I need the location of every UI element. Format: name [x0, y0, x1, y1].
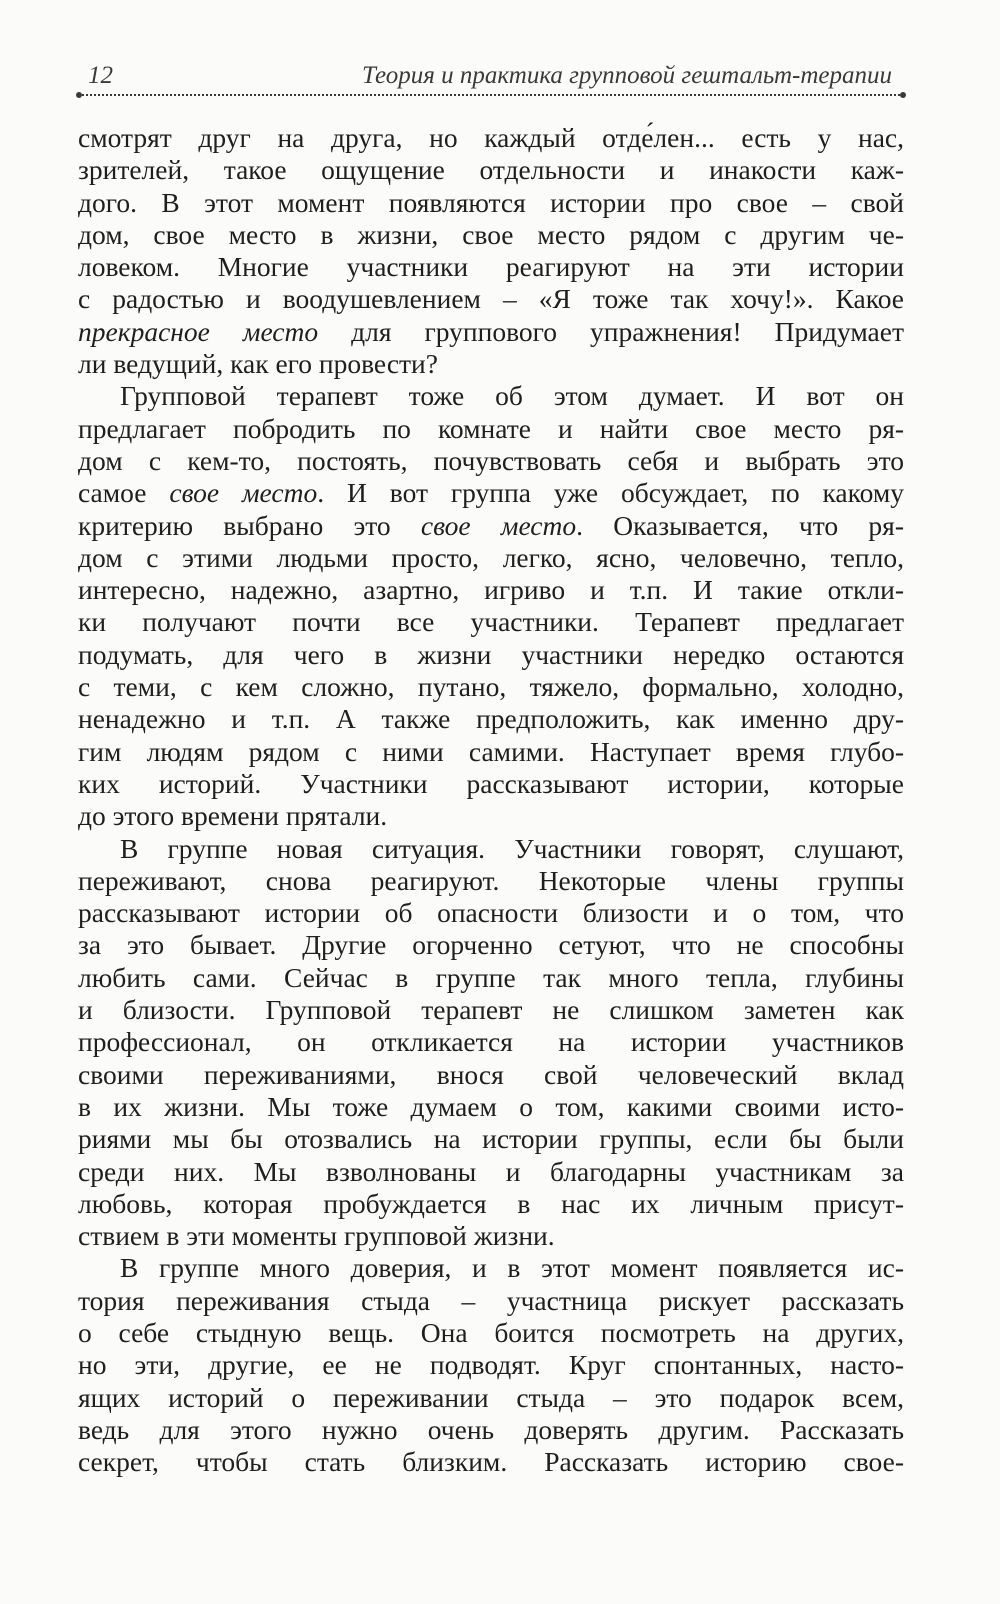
text-run: ящих историй о переживании стыда – это подарок всем, [78, 1381, 904, 1413]
book-page [78, 50, 904, 1478]
text-line [78, 1123, 904, 1155]
text-run: в их жизни. Мы тоже думаем о том, какими своими исто- [78, 1090, 904, 1122]
text-run: риями мы бы отозвались на истории группы, если бы были [78, 1123, 904, 1155]
text-run: любить сами. Сейчас в группе так много тепла, глубины [78, 961, 904, 993]
running-title: Теория и практика групповой гештальт-терапии [362, 62, 892, 89]
text-run: ствием в эти моменты групповой жизни. [78, 1220, 555, 1252]
text-run: дом, свое место в жизни, свое место рядом с другим че- [78, 218, 904, 250]
text-line [78, 703, 904, 735]
text-run: с радостью и воодушевлением – «Я тоже так хочу!». Какое [78, 283, 904, 315]
text-run: ких историй. Участники рассказывают истории, которые [78, 767, 904, 799]
italic-phrase: свое место [169, 477, 318, 509]
text-run: за это бывает. Другие огорченно сетуют, что не способны [78, 929, 904, 961]
text-run: подумать, для чего в жизни участники нередко остаются [78, 638, 904, 670]
text-run: В группе много доверия, и в этот момент появляется ис- [120, 1252, 904, 1284]
text-run: но эти, другие, ее не подводят. Круг спонтанных, насто- [78, 1349, 904, 1381]
text-line [78, 1091, 904, 1123]
text-line [78, 1156, 904, 1188]
text-line [78, 477, 904, 509]
text-line [78, 1446, 904, 1478]
text-run: ловеком. Многие участники реагируют на эти истории [78, 251, 904, 283]
text-line [78, 1026, 904, 1058]
header-rule [78, 94, 904, 96]
page-body [78, 122, 904, 1478]
text-line [78, 187, 904, 219]
text-line [78, 800, 904, 832]
text-line [78, 865, 904, 897]
text-run: дом с кем-то, постоять, почувствовать себя и выбрать это [78, 444, 904, 476]
text-line [78, 219, 904, 251]
text-run: ненадежно и т.п. А также предположить, как именно дру- [78, 703, 904, 735]
text-run: для группового упражнения! Придумает [318, 315, 904, 347]
text-line [78, 1382, 904, 1414]
text-line [78, 929, 904, 961]
text-run: дом с этими людьми просто, легко, ясно, человечно, тепло, [78, 541, 904, 573]
text-line [78, 574, 904, 606]
text-run: среди них. Мы взволнованы и благодарны участникам за [78, 1155, 904, 1187]
text-line [78, 962, 904, 994]
text-line [78, 251, 904, 283]
text-run: до этого времени прятали. [78, 800, 388, 832]
text-run: тория переживания стыда – участница рискует рассказать [78, 1284, 904, 1316]
text-line [78, 1285, 904, 1317]
paragraph [78, 833, 904, 1253]
paragraph [78, 1252, 904, 1478]
text-line [78, 380, 904, 412]
text-line [78, 348, 904, 380]
text-line [78, 1317, 904, 1349]
text-line [78, 316, 904, 348]
text-run: самое [78, 477, 170, 509]
text-line [78, 1188, 904, 1220]
text-run: профессионал, он откликается на истории участников [78, 1026, 904, 1058]
italic-phrase: свое место [420, 509, 577, 541]
paragraph [78, 122, 904, 380]
text-run: критерию выбрано это [78, 509, 421, 541]
text-line [78, 1349, 904, 1381]
text-run: секрет, чтобы стать близким. Рассказать историю свое- [78, 1446, 904, 1478]
running-head [78, 50, 904, 96]
text-line [78, 1059, 904, 1091]
text-run: своими переживаниями, внося свой человеческий вклад [78, 1058, 904, 1090]
text-line [78, 736, 904, 768]
text-line [78, 413, 904, 445]
text-line [78, 897, 904, 929]
text-line [78, 1252, 904, 1284]
text-line [78, 122, 904, 154]
text-line [78, 445, 904, 477]
text-run: дого. В этот момент появляются истории про свое – свой [78, 186, 904, 218]
text-run: предлагает побродить по комнате и найти свое место ря- [78, 412, 904, 444]
text-run: смотрят друг на друга, но каждый отде́лен... есть у нас, [78, 122, 904, 153]
text-line [78, 154, 904, 186]
text-run: любовь, которая пробуждается в нас их личным присут- [78, 1187, 904, 1219]
text-run: зрителей, такое ощущение отдельности и инакости каж- [78, 154, 904, 186]
text-run: о себе стыдную вещь. Она боится посмотреть на других, [78, 1316, 904, 1348]
text-line [78, 1414, 904, 1446]
text-run: ки получают почти все участники. Терапевт предлагает [78, 606, 904, 638]
text-run: интересно, надежно, азартно, игриво и т.п. И такие откли- [78, 574, 904, 606]
text-run: ли ведущий, как его провести? [78, 348, 438, 380]
italic-phrase: прекрасное место [78, 315, 319, 347]
text-run: В группе новая ситуация. Участники говорят, слушают, [120, 832, 904, 864]
text-run: гим людям рядом с ними самими. Наступает время глубо- [78, 735, 904, 767]
text-line [78, 833, 904, 865]
text-run: рассказывают истории об опасности близости и о том, что [78, 897, 904, 929]
text-line [78, 542, 904, 574]
text-run: и близости. Групповой терапевт не слишком заметен как [78, 994, 904, 1026]
text-run: Групповой терапевт тоже об этом думает. И вот он [120, 380, 904, 412]
text-line [78, 671, 904, 703]
text-line [78, 639, 904, 671]
text-run: переживают, снова реагируют. Некоторые члены группы [78, 864, 904, 896]
text-run: . И вот группа уже обсуждает, по какому [317, 477, 904, 509]
text-line [78, 283, 904, 315]
text-line [78, 994, 904, 1026]
text-line [78, 1220, 904, 1252]
text-line [78, 768, 904, 800]
text-run: . Оказывается, что ря- [576, 509, 904, 541]
paragraph [78, 380, 904, 832]
text-line [78, 510, 904, 542]
text-line [78, 606, 904, 638]
page-number: 12 [88, 62, 113, 89]
text-run: ведь для этого нужно очень доверять другим. Рассказать [78, 1413, 904, 1445]
text-run: с теми, с кем сложно, путано, тяжело, формально, холодно, [78, 671, 904, 703]
